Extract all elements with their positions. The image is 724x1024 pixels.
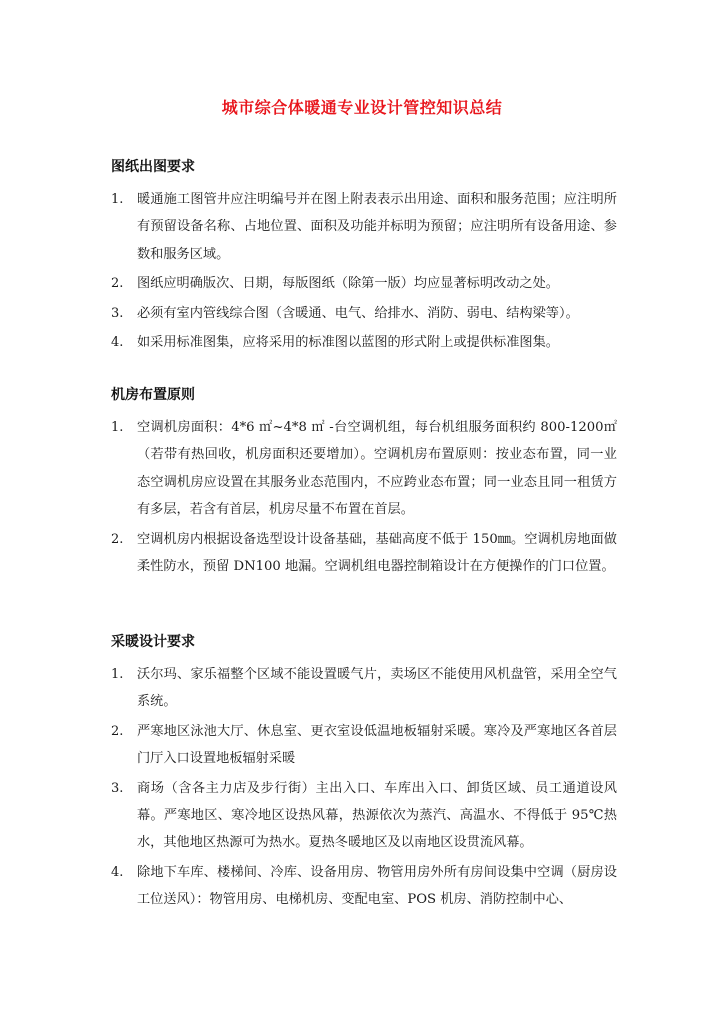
- list-item: [111, 775, 617, 857]
- list-item-number: 3.: [111, 305, 124, 321]
- list-item-number: 2.: [111, 276, 124, 292]
- section-heating-design-requirements: [111, 631, 617, 916]
- section-machine-room-principles: [111, 384, 617, 582]
- list-item: [111, 186, 617, 268]
- list-item-text: 空调机房内根据设备选型设计设备基础，基础高度不低于 150㎜。空调机房地面做柔性防水，预留 DN100 地漏。空调机组电器控制箱设计在方便操作的门口位置。: [137, 531, 617, 575]
- list-item-text: 空调机房面积：4*6 ㎡~4*8 ㎡ -台空调机组，每台机组服务面积约 800-1200㎡（若带有热回收，机房面积还要增加）。空调机房布置原则：按业态布置，同一业态空调机房应设置在其服务业态范围内，不应跨业态布置；同一业态且同一租赁方有多层，若含有首层，机房尽量不布置在首层。: [137, 420, 617, 518]
- list-item: [111, 300, 617, 327]
- list-item-number: 3.: [111, 780, 124, 796]
- list-item-number: 1.: [111, 420, 124, 435]
- list-item-number: 2.: [111, 531, 124, 547]
- list-item: [111, 414, 617, 524]
- list-item: [111, 859, 617, 914]
- list-item-text: 商场（含各主力店及步行街）主出入口、车库出入口、卸货区域、员工通道设风幕。严寒地区、寒冷地区设热风幕，热源依次为蒸汽、高温水、不得低于 95℃热水，其他地区热源可为热水。夏热冬暖地区及以南地区设贯流风幕。: [137, 780, 617, 851]
- list-item: [111, 718, 617, 773]
- list-item: [111, 526, 617, 581]
- list-item-number: 1.: [111, 667, 124, 682]
- list-item-text: 沃尔玛、家乐福整个区域不能设置暖气片，卖场区不能使用风机盘管，采用全空气系统。: [137, 667, 617, 710]
- list-item-text: 必须有室内管线综合图（含暖通、电气、给排水、消防、弱电、结构梁等）。: [137, 305, 579, 321]
- document-title: 城市综合体暖通专业设计管控知识总结: [221, 98, 503, 117]
- list-item-text: 除地下车库、楼梯间、冷库、设备用房、物管用房外所有房间设集中空调（厨房设工位送风）：物管用房、电梯机房、变配电室、POS 机房、消防控制中心、: [137, 864, 617, 908]
- list-item: [111, 329, 617, 356]
- list-item-text: 图纸应明确版次、日期，每版图纸（除第一版）均应显著标明改动之处。: [137, 276, 559, 292]
- section-heading: 采暖设计要求: [111, 634, 195, 650]
- list-item-number: 1.: [111, 192, 124, 207]
- list-item-text: 严寒地区泳池大厅、休息室、更衣室设低温地板辐射采暖。寒冷及严寒地区各首层门厅入口设置地板辐射采暖: [137, 723, 617, 767]
- section-drawing-requirements: [111, 156, 617, 358]
- section-heading: 机房布置原则: [111, 387, 195, 403]
- list-item-number: 4.: [111, 864, 124, 880]
- list-item-number: 2.: [111, 723, 124, 739]
- list-item-text: 如采用标准图集，应将采用的标准图以蓝图的形式附上或提供标准图集。: [137, 335, 559, 351]
- list-item-number: 4.: [111, 335, 124, 351]
- section-heading: 图纸出图要求: [111, 159, 195, 175]
- list-item-text: 暖通施工图管井应注明编号并在图上附表表示出用途、面积和服务范围；应注明所有预留设备名称、占地位置、面积及功能并标明为预留；应注明所有设备用途、参数和服务区域。: [137, 192, 617, 262]
- list-item: [111, 661, 617, 716]
- list-item: [111, 270, 617, 297]
